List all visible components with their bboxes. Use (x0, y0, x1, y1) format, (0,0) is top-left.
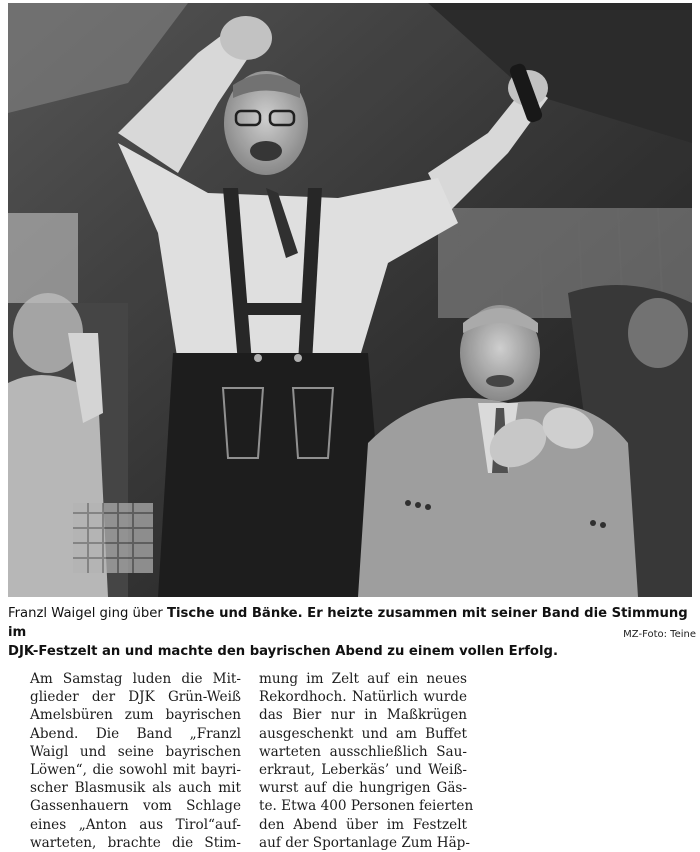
article-line: Waigl und seine bayrischen (30, 743, 241, 760)
article-line: ausgeschenkt und am Buffet (259, 725, 467, 742)
article-line: scher Blasmusik als auch mit (30, 780, 241, 797)
article-line: mung im Zelt auf ein neues (259, 671, 467, 687)
article-line: das Bier nur in Maßkrügen (259, 707, 467, 724)
photo-credit: MZ-Foto: Teine (623, 629, 696, 640)
article-line: glieder der DJK Grün-Weiß (30, 689, 241, 706)
article-line: Amelsbüren zum bayrischen (30, 707, 241, 724)
article-line: erkraut, Leberkäs’ und Weiß- (259, 762, 467, 779)
article-line: Löwen“, die sowohl mit bayri- (30, 762, 241, 779)
caption-part-1: Franzl Waigel ging über (8, 606, 167, 621)
article-line: wurst auf die hungrigen Gäs- (259, 780, 467, 797)
article-line: eines „Anton aus Tirol“auf- (30, 816, 241, 833)
article-line: warteten, brachte die Stim- (30, 834, 241, 851)
article-line: Abend. Die Band „Franzl (30, 725, 241, 742)
article-line: den Abend über im Festzelt (259, 816, 467, 833)
article-column-2 (259, 670, 474, 852)
photo-caption (8, 604, 694, 661)
article-line: Gassenhauern vom Schlage (30, 798, 241, 815)
photo-illustration (8, 3, 692, 597)
article-line: Am Samstag luden die Mit- (30, 671, 241, 687)
news-photo (8, 3, 692, 597)
caption-part-3: DJK-Festzelt an und machte den bayrischen Abend zu einem vollen Erfolg. (8, 644, 558, 659)
article-line: Rekordhoch. Natürlich wurde (259, 689, 467, 706)
caption-part-2: Tische und Bänke. Er heizte zusammen mit seiner Band die Stimmung im (8, 606, 688, 640)
article-line: auf der Sportanlage Zum Häp- (259, 834, 470, 851)
article-column-1 (30, 670, 241, 852)
article-line: te. Etwa 400 Personen feierten (259, 798, 474, 815)
article-line: warteten ausschließlich Sau- (259, 743, 467, 760)
